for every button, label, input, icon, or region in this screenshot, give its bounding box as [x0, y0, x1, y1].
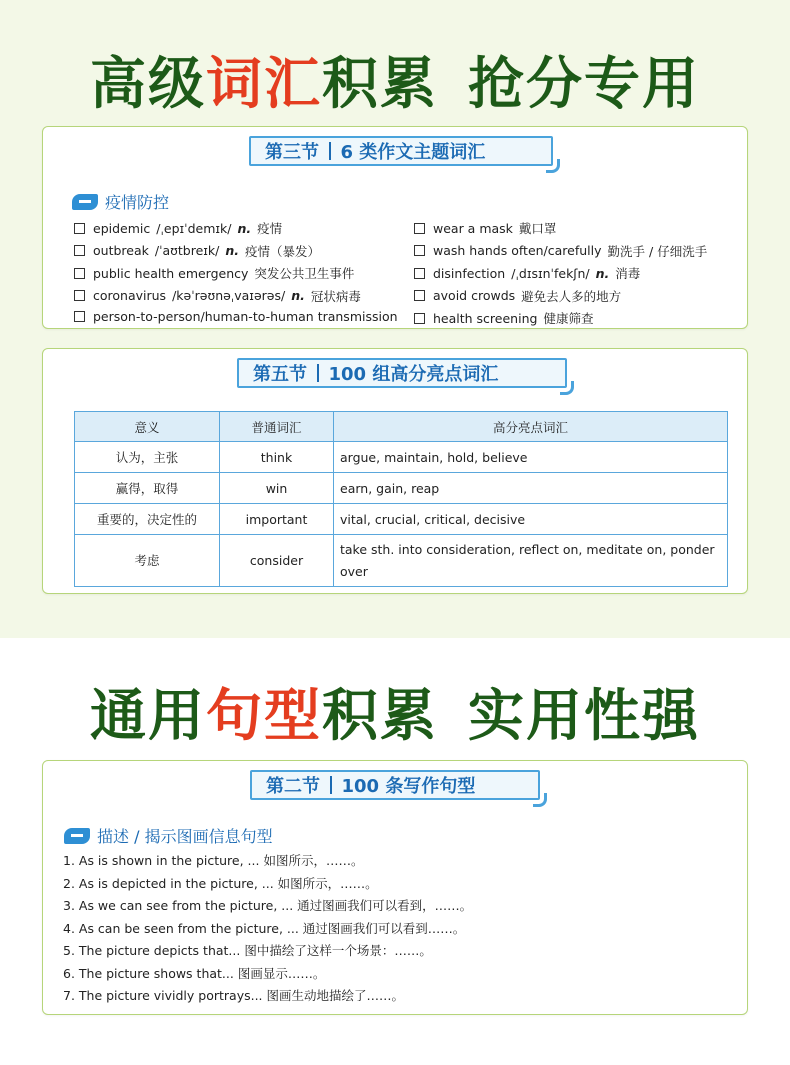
cell-advanced: earn, gain, reap [334, 473, 728, 504]
column-header-common: 普通词汇 [220, 412, 334, 442]
vocab-item [74, 309, 404, 324]
vocab-pos: n. [291, 288, 305, 303]
vocab-meaning: 避免去人多的地方 [521, 288, 622, 304]
headline-part: 通用 [90, 684, 206, 749]
cell-advanced: argue, maintain, hold, believe [334, 442, 728, 473]
table-row [75, 442, 728, 473]
section-number: 第二节 [266, 776, 320, 797]
headline-part: 积累 [322, 52, 438, 117]
table-row [75, 535, 728, 587]
cell-common: consider [220, 535, 334, 587]
table-row [75, 473, 728, 504]
vocab-item [74, 287, 361, 305]
sentence-pattern: 3. As we can see from the picture, ... 通过图画我们可以看到，……。 [63, 898, 473, 913]
card-theme-vocabulary [42, 126, 748, 329]
topic-header [64, 824, 273, 847]
cell-meaning: 认为，主张 [75, 442, 220, 473]
table-header-row [75, 412, 728, 442]
checkbox-icon [74, 290, 85, 301]
vocab-meaning: 戴口罩 [518, 221, 557, 236]
column-header-advanced: 高分亮点词汇 [334, 412, 728, 442]
tab-fold-icon [546, 159, 560, 173]
vocab-item [414, 309, 593, 327]
vocab-meaning: 疫情 [257, 221, 283, 236]
vocab-item [74, 242, 320, 260]
vocabulary-table [74, 411, 728, 587]
card-sentence-patterns [42, 760, 748, 1015]
cell-advanced: take sth. into consideration, reflect on, meditate on, ponder over [334, 535, 728, 587]
vocab-phonetic: /ˌepɪˈdemɪk/ [156, 220, 232, 236]
vocab-word: wash hands often/carefully [433, 243, 602, 258]
cell-common: think [220, 442, 334, 473]
headline-highlight: 词汇 [206, 52, 322, 117]
cell-meaning: 重要的，决定性的 [75, 504, 220, 535]
cell-meaning: 考虑 [75, 535, 220, 587]
headline-part: 实用性强 [468, 684, 700, 749]
vocab-pos: n. [237, 220, 252, 236]
vocab-word: epidemic [93, 220, 151, 236]
vocab-meaning: 勤洗手 / 仔细洗手 [607, 243, 708, 259]
vocab-pos: n. [595, 265, 610, 281]
sentence-pattern: 5. The picture depicts that... 图中描绘了这样一个场景：……。 [63, 943, 432, 958]
section-number: 第三节 [265, 142, 319, 163]
section-title: 6 类作文主题词汇 [340, 142, 486, 163]
sentence-pattern: 7. The picture vividly portrays... 图画生动地描绘了……。 [63, 988, 404, 1003]
checkbox-icon [74, 311, 85, 322]
vocab-word: health screening [433, 310, 538, 326]
tab-fold-icon [560, 381, 574, 395]
vocab-phonetic: /ˌdɪsɪnˈfekʃn/ [511, 265, 590, 281]
cell-common: important [220, 504, 334, 535]
vocab-item [74, 264, 354, 282]
checkbox-icon [414, 245, 425, 256]
sentence-pattern: 1. As is shown in the picture, ... 如图所示，……。 [63, 853, 364, 868]
vocab-phonetic: /ˈaʊtbreɪk/ [154, 243, 220, 258]
headline-sentence-patterns [0, 672, 790, 752]
table-row [75, 504, 728, 535]
topic-title: 描述 / 揭示图画信息句型 [97, 827, 273, 846]
headline-part: 高级 [90, 52, 206, 117]
number-one-badge-icon [72, 194, 98, 210]
vocab-item [74, 219, 282, 237]
checkbox-icon [414, 268, 425, 279]
section-title: 100 条写作句型 [341, 776, 476, 797]
section-title: 100 组高分亮点词汇 [328, 364, 499, 385]
vocab-meaning: 疫情（暴发） [245, 243, 321, 259]
vocab-word: avoid crowds [433, 288, 516, 303]
checkbox-icon [414, 313, 425, 324]
section-tab [250, 770, 540, 800]
vocab-meaning: 冠状病毒 [310, 288, 361, 304]
cell-common: win [220, 473, 334, 504]
checkbox-icon [74, 245, 85, 256]
headline-highlight: 句型 [206, 684, 322, 749]
sentence-pattern: 6. The picture shows that... 图画显示……。 [63, 965, 326, 981]
checkbox-icon [74, 268, 85, 279]
column-header-meaning: 意义 [75, 412, 220, 442]
vocab-word: disinfection [433, 265, 506, 281]
vocab-item [414, 219, 556, 237]
vocab-meaning: 消毒 [615, 266, 641, 281]
vocab-meaning: 突发公共卫生事件 [254, 266, 355, 281]
section-tab [249, 136, 553, 166]
checkbox-icon [74, 223, 85, 234]
vocab-word: wear a mask [433, 220, 513, 236]
card-highlight-vocabulary [42, 348, 748, 594]
topic-title: 疫情防控 [105, 193, 170, 212]
headline-part: 积累 [322, 684, 438, 749]
headline-part: 抢分专用 [468, 52, 700, 117]
vocab-meaning: 健康筛查 [543, 311, 594, 326]
vocab-word: coronavirus [93, 288, 167, 303]
vocab-word: public health emergency [93, 265, 249, 281]
sentence-pattern: 4. As can be seen from the picture, ... 通过图画我们可以看到……。 [63, 920, 466, 936]
topic-header [72, 190, 169, 213]
vocab-item [414, 287, 621, 305]
vocab-item [414, 264, 640, 282]
checkbox-icon [414, 223, 425, 234]
tab-fold-icon [533, 793, 547, 807]
section-tab [237, 358, 567, 388]
checkbox-icon [414, 290, 425, 301]
cell-meaning: 赢得，取得 [75, 473, 220, 504]
headline-vocabulary [0, 40, 790, 120]
vocab-word: person-to-person/human-to-human transmission [93, 309, 398, 324]
number-one-badge-icon [64, 828, 90, 844]
vocab-word: outbreak [93, 243, 149, 258]
vocab-phonetic: /kəˈrəʊnəˌvaɪərəs/ [172, 288, 286, 303]
cell-advanced: vital, crucial, critical, decisive [334, 504, 728, 535]
section-number: 第五节 [253, 364, 307, 385]
vocab-item [414, 242, 707, 260]
sentence-pattern: 2. As is depicted in the picture, ... 如图所示，……。 [63, 875, 378, 891]
vocab-pos: n. [225, 243, 240, 258]
